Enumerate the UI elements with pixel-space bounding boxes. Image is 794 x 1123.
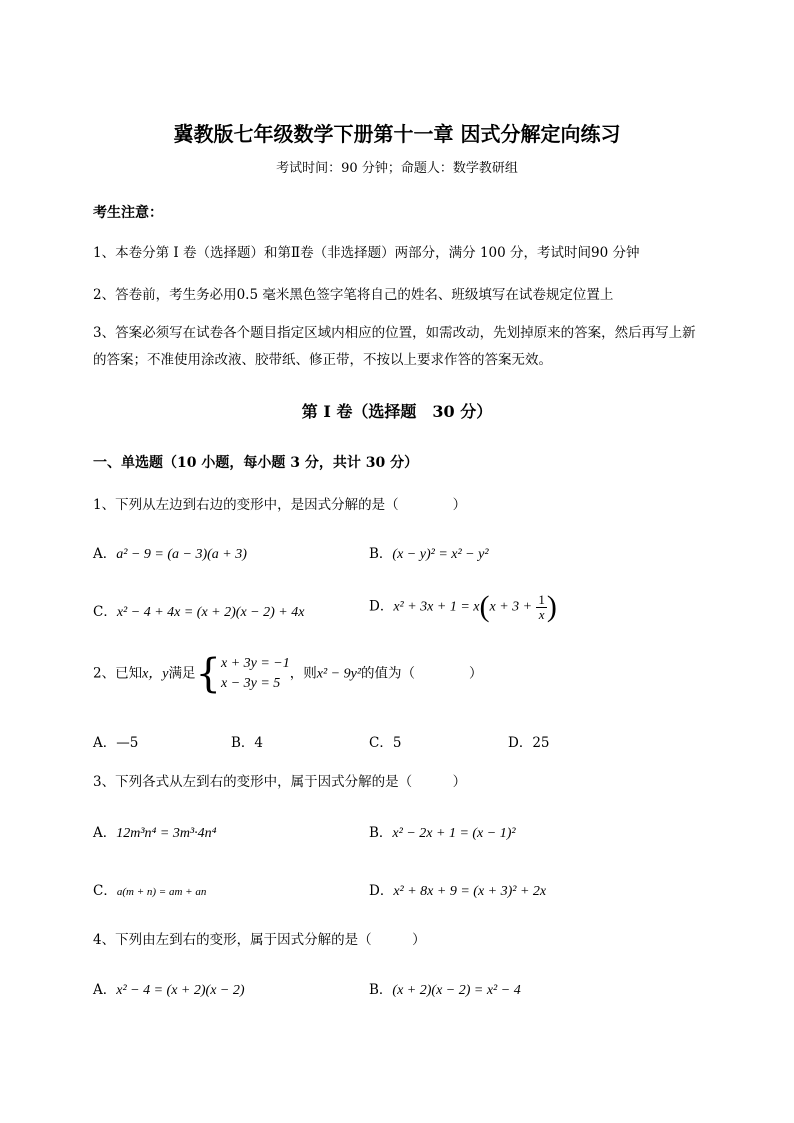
option-label: D．: [508, 735, 533, 751]
option-label: D．: [369, 598, 394, 615]
stem-text: ，则: [289, 665, 317, 682]
exam-info: 考试时间：90 分钟；命题人：数学教研组: [276, 161, 518, 176]
stem-text: 2、已知: [93, 665, 143, 682]
option-label: A．: [93, 735, 117, 751]
option-label: C．: [369, 735, 393, 751]
notes-heading: 考生注意：: [93, 205, 163, 221]
question-3-option-c: [93, 879, 206, 899]
question-3-option-a: [93, 821, 217, 842]
option-label: A．: [93, 546, 117, 562]
note-item-2: 2、答卷前，考生务必用0.5 毫米黑色签字笔将自己的姓名、班级填写在试卷规定位置上: [93, 287, 614, 303]
question-2-option-d: [508, 731, 550, 751]
option-math: 12m³n⁴ = 3m³·4n⁴: [116, 826, 217, 841]
stem-text: 的值为（ ）: [361, 665, 483, 682]
stem-expr: x² − 9y²: [316, 666, 362, 682]
option-math: x² − 2x + 1 = (x − 1)²: [392, 826, 516, 841]
question-1-option-c: [93, 600, 304, 621]
option-math-inner: x + 3 +: [489, 599, 533, 615]
question-4-option-b: [369, 978, 521, 999]
question-1-option-b: [369, 542, 489, 563]
option-text: 4: [254, 735, 264, 751]
question-3-option-b: [369, 821, 516, 842]
note-item-3: 3、答案必须写在试卷各个题目指定区域内相应的位置，如需改动，先划掉原来的答案，然后再写上新的答案；不准使用涂改液、胶带纸、修正带，不按以上要求作答的答案无效。: [93, 325, 696, 368]
option-label: D．: [369, 883, 394, 899]
option-math: (x + 2)(x − 2) = x² − 4: [392, 983, 521, 998]
option-label: B．: [369, 825, 393, 841]
question-2-stem: [93, 651, 483, 697]
option-math: x² + 8x + 9 = (x + 3)² + 2x: [393, 884, 547, 899]
system-brace: {: [195, 651, 221, 697]
fraction-denominator: x: [538, 606, 545, 622]
option-text: 5: [392, 735, 402, 751]
option-label: B．: [231, 735, 255, 751]
option-label: B．: [369, 546, 393, 562]
question-4-stem: 4、下列由左到右的变形，属于因式分解的是（ ）: [93, 932, 426, 948]
question-3-option-d: [369, 879, 546, 900]
equation-system: [221, 654, 290, 694]
fraction: [536, 593, 547, 622]
option-text: 25: [532, 735, 550, 751]
note-item-1: 1、本卷分第 I 卷（选择题）和第Ⅱ卷（非选择题）两部分，满分 100 分，考试时间90 分钟: [93, 245, 640, 261]
option-math-prefix: x² + 3x + 1 = x: [393, 599, 480, 615]
question-2-option-b: [231, 731, 263, 751]
option-math: a² − 9 = (a − 3)(a + 3): [116, 547, 247, 562]
equation-1: x + 3y = −1: [220, 656, 290, 671]
option-math: (x − y)² = x² − y²: [392, 547, 489, 562]
question-3-stem: 3、下列各式从左到右的变形中，属于因式分解的是（ ）: [93, 774, 467, 790]
section-title: 第 I 卷（选择题 30 分）: [301, 402, 493, 421]
question-2-option-c: [369, 731, 401, 751]
question-2-option-a: [93, 731, 138, 751]
option-label: C．: [93, 883, 117, 899]
equation-2: x − 3y = 5: [220, 676, 281, 691]
option-text: —5: [116, 735, 139, 751]
option-label: C．: [93, 604, 117, 620]
option-math: x² − 4 + 4x = (x + 2)(x − 2) + 4x: [116, 605, 305, 620]
fraction-numerator: 1: [538, 591, 545, 607]
stem-text: 满足: [168, 665, 196, 682]
option-label: A．: [93, 982, 117, 998]
option-math: a(m + n) = am + an: [116, 886, 207, 898]
question-4-option-a: [93, 978, 245, 999]
page-title: 冀教版七年级数学下册第十一章 因式分解定向练习: [173, 122, 621, 146]
part-title: 一、单选题（10 小题，每小题 3 分，共计 30 分）: [93, 455, 419, 471]
option-math: x² − 4 = (x + 2)(x − 2): [116, 983, 245, 998]
stem-vars: x，y: [142, 666, 169, 682]
option-label: B．: [369, 982, 393, 998]
left-paren: (: [479, 590, 490, 623]
option-label: A．: [93, 825, 117, 841]
question-1-option-a: [93, 542, 247, 563]
right-paren: ): [546, 590, 557, 623]
question-1-option-d: [369, 590, 557, 624]
question-1-stem: 1、下列从左边到右边的变形中，是因式分解的是（ ）: [93, 497, 467, 513]
